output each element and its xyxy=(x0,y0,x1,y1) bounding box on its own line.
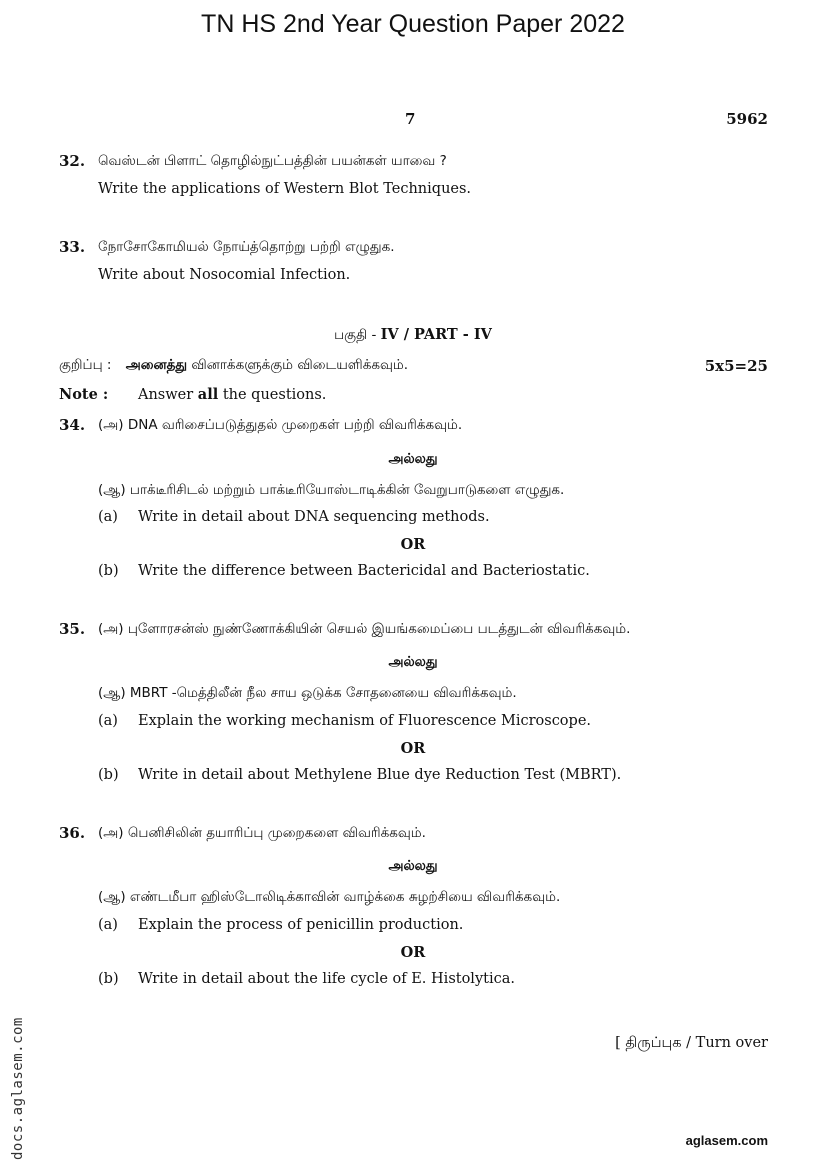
paper-header-title: TN HS 2nd Year Question Paper 2022 xyxy=(201,10,625,38)
part-heading-tamil: பகுதி - xyxy=(334,327,381,343)
note-english-pre: Answer xyxy=(138,387,198,403)
footer-site-name: aglasem.com xyxy=(685,1133,768,1148)
paper-code: 5962 xyxy=(726,110,768,128)
note-tamil-label: குறிப்பு : xyxy=(59,357,112,373)
question-34-or-tamil: அல்லது xyxy=(388,451,438,467)
question-35b-tamil: (ஆ) MBRT -மெத்திலீன் நீல சாய ஒடுக்க சோதனையை விவரிக்கவும். xyxy=(98,685,517,701)
question-32-tamil: வெஸ்டன் பிளாட் தொழில்நுட்பத்தின் பயன்கள் யாவை ? xyxy=(98,153,447,169)
part-heading-english: IV / PART - IV xyxy=(380,326,492,343)
question-number-32: 32. xyxy=(59,152,86,170)
question-35-or-tamil: அல்லது xyxy=(388,654,438,670)
note-english-bold: all xyxy=(197,386,219,403)
question-36-or-tamil: அல்லது xyxy=(388,858,438,874)
question-number-34: 34. xyxy=(59,416,86,434)
note-tamil-rest: வினாக்களுக்கும் விடையளிக்கவும். xyxy=(187,357,409,373)
question-36-or-english: OR xyxy=(400,944,426,961)
note-tamil-bold: அனைத்து xyxy=(125,357,188,373)
question-35-or-english: OR xyxy=(400,740,426,757)
question-34a-english: Write in detail about DNA sequencing methods. xyxy=(138,509,490,525)
question-number-35: 35. xyxy=(59,620,86,638)
question-34b-label: (b) xyxy=(98,563,119,579)
question-36b-tamil: (ஆ) எண்டமீபா ஹிஸ்டோலிடிக்காவின் வாழ்க்கை சுழற்சியை விவரிக்கவும். xyxy=(98,889,561,905)
question-34b-english: Write the difference between Bactericidal and Bacteriostatic. xyxy=(138,563,590,579)
question-number-33: 33. xyxy=(59,238,86,256)
question-35a-label: (a) xyxy=(98,713,118,729)
part-heading xyxy=(0,324,826,345)
question-36a-english: Explain the process of penicillin production. xyxy=(138,917,464,933)
note-english-post: the questions. xyxy=(218,387,327,403)
question-34-or-english: OR xyxy=(400,536,426,553)
note-english xyxy=(138,386,326,403)
question-35b-english: Write in detail about Methylene Blue dye Reduction Test (MBRT). xyxy=(138,767,622,783)
turn-over-note: [ திருப்புக / Turn over xyxy=(615,1035,768,1051)
question-32-english: Write the applications of Western Blot Techniques. xyxy=(98,181,472,197)
question-36b-english: Write in detail about the life cycle of E. Histolytica. xyxy=(138,971,515,987)
question-35a-tamil: (அ) புளோரசன்ஸ் நுண்ணோக்கியின் செயல் இயங்கமைப்பை படத்துடன் விவரிக்கவும். xyxy=(98,621,631,637)
side-watermark: docs.aglasem.com xyxy=(10,1017,26,1160)
question-35b-label: (b) xyxy=(98,767,119,783)
question-36a-tamil: (அ) பெனிசிலின் தயாரிப்பு முறைகளை விவரிக்கவும். xyxy=(98,825,426,841)
marks-allocation: 5x5=25 xyxy=(704,357,768,375)
note-english-label: Note : xyxy=(59,386,109,403)
question-34a-tamil: (அ) DNA வரிசைப்படுத்துதல் முறைகள் பற்றி விவரிக்கவும். xyxy=(98,417,463,433)
question-35a-english: Explain the working mechanism of Fluorescence Microscope. xyxy=(138,713,592,729)
question-number-36: 36. xyxy=(59,824,86,842)
question-33-tamil: நோசோகோமியல் நோய்த்தொற்று பற்றி எழுதுக. xyxy=(98,239,395,255)
question-36b-label: (b) xyxy=(98,971,119,987)
question-33-english: Write about Nosocomial Infection. xyxy=(98,267,351,283)
page-number: 7 xyxy=(405,110,416,128)
question-36a-label: (a) xyxy=(98,917,118,933)
question-34a-label: (a) xyxy=(98,509,118,525)
question-34b-tamil: (ஆ) பாக்டீரிசிடல் மற்றும் பாக்டீரியோஸ்டாடிக்கின் வேறுபாடுகளை எழுதுக. xyxy=(98,482,565,498)
note-tamil xyxy=(59,357,408,375)
